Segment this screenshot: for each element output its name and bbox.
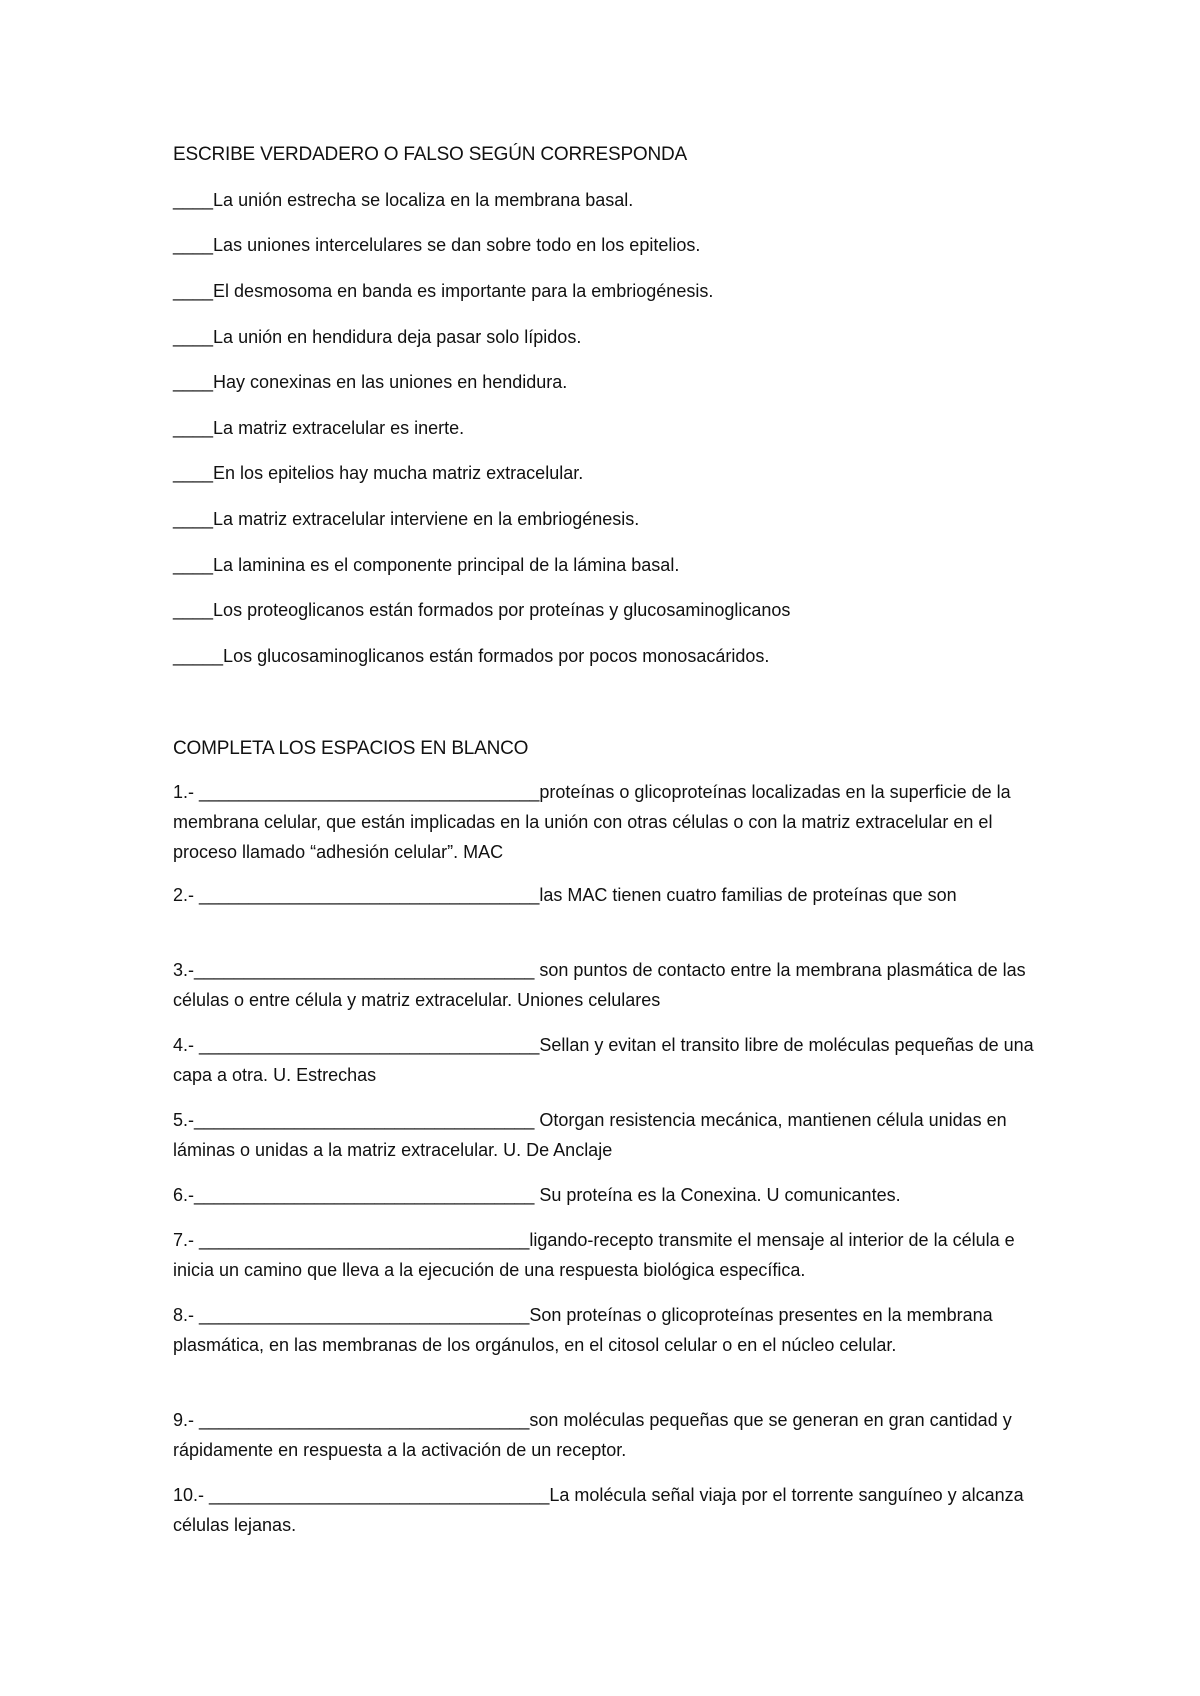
true-false-item-8: ____La matriz extracelular interviene en la embriogénesis.: [173, 509, 640, 529]
true-false-item-5: ____Hay conexinas en las uniones en hendidura.: [173, 372, 568, 392]
true-false-item-9: ____La laminina es el componente principal de la lámina basal.: [173, 555, 680, 575]
fill-blanks-heading: COMPLETA LOS ESPACIOS EN BLANCO: [173, 738, 529, 759]
fill-blank-item-5: 5.-__________________________________ Otorgan resistencia mecánica, mantienen célula unidas en láminas o unidas a la matriz extracelular. U. De Anclaje: [173, 1110, 1007, 1160]
fill-blank-item-4: 4.- __________________________________Sellan y evitan el transito libre de moléculas pequeñas de una capa a otra. U. Estrechas: [173, 1035, 1034, 1085]
fill-blank-item-3: 3.-__________________________________ son puntos de contacto entre la membrana plasmática de las células o entre célula y matriz extracelular. Uniones celulares: [173, 960, 1026, 1010]
fill-blank-item-10: 10.- __________________________________La molécula señal viaja por el torrente sanguíneo y alcanza células lejanas.: [173, 1485, 1024, 1535]
true-false-item-11: _____Los glucosaminoglicanos están formados por pocos monosacáridos.: [173, 646, 770, 666]
fill-blank-item-2: 2.- __________________________________las MAC tienen cuatro familias de proteínas que son: [173, 885, 957, 905]
fill-blank-item-6: 6.-__________________________________ Su proteína es la Conexina. U comunicantes.: [173, 1185, 901, 1205]
true-false-item-4: ____La unión en hendidura deja pasar solo lípidos.: [173, 327, 582, 347]
true-false-item-6: ____La matriz extracelular es inerte.: [173, 418, 465, 438]
true-false-item-2: ____Las uniones intercelulares se dan sobre todo en los epitelios.: [173, 235, 701, 255]
fill-blank-item-8: 8.- _________________________________Son proteínas o glicoproteínas presentes en la membrana plasmática, en las membranas de los orgánulos, en el citosol celular o en el núcleo celular.: [173, 1305, 993, 1355]
true-false-heading: ESCRIBE VERDADERO O FALSO SEGÚN CORRESPONDA: [173, 144, 688, 165]
true-false-item-1: ____La unión estrecha se localiza en la membrana basal.: [173, 190, 634, 210]
fill-blank-item-7: 7.- _________________________________ligando-recepto transmite el mensaje al interior de la célula e inicia un camino que lleva a la ejecución de una respuesta biológica específica.: [173, 1230, 1015, 1280]
true-false-item-10: ____Los proteoglicanos están formados por proteínas y glucosaminoglicanos: [173, 600, 791, 620]
true-false-item-3: ____El desmosoma en banda es importante para la embriogénesis.: [173, 281, 714, 301]
fill-blank-item-9: 9.- _________________________________son moléculas pequeñas que se generan en gran cantidad y rápidamente en respuesta a la activación de un receptor.: [173, 1410, 1012, 1460]
true-false-item-7: ____En los epitelios hay mucha matriz extracelular.: [173, 463, 584, 483]
fill-blank-item-1: 1.- __________________________________proteínas o glicoproteínas localizadas en la superficie de la membrana celular, que están implicadas en la unión con otras células o con la matriz extracelular en el proceso llamado “adhesión celular”. MAC: [173, 782, 1011, 862]
